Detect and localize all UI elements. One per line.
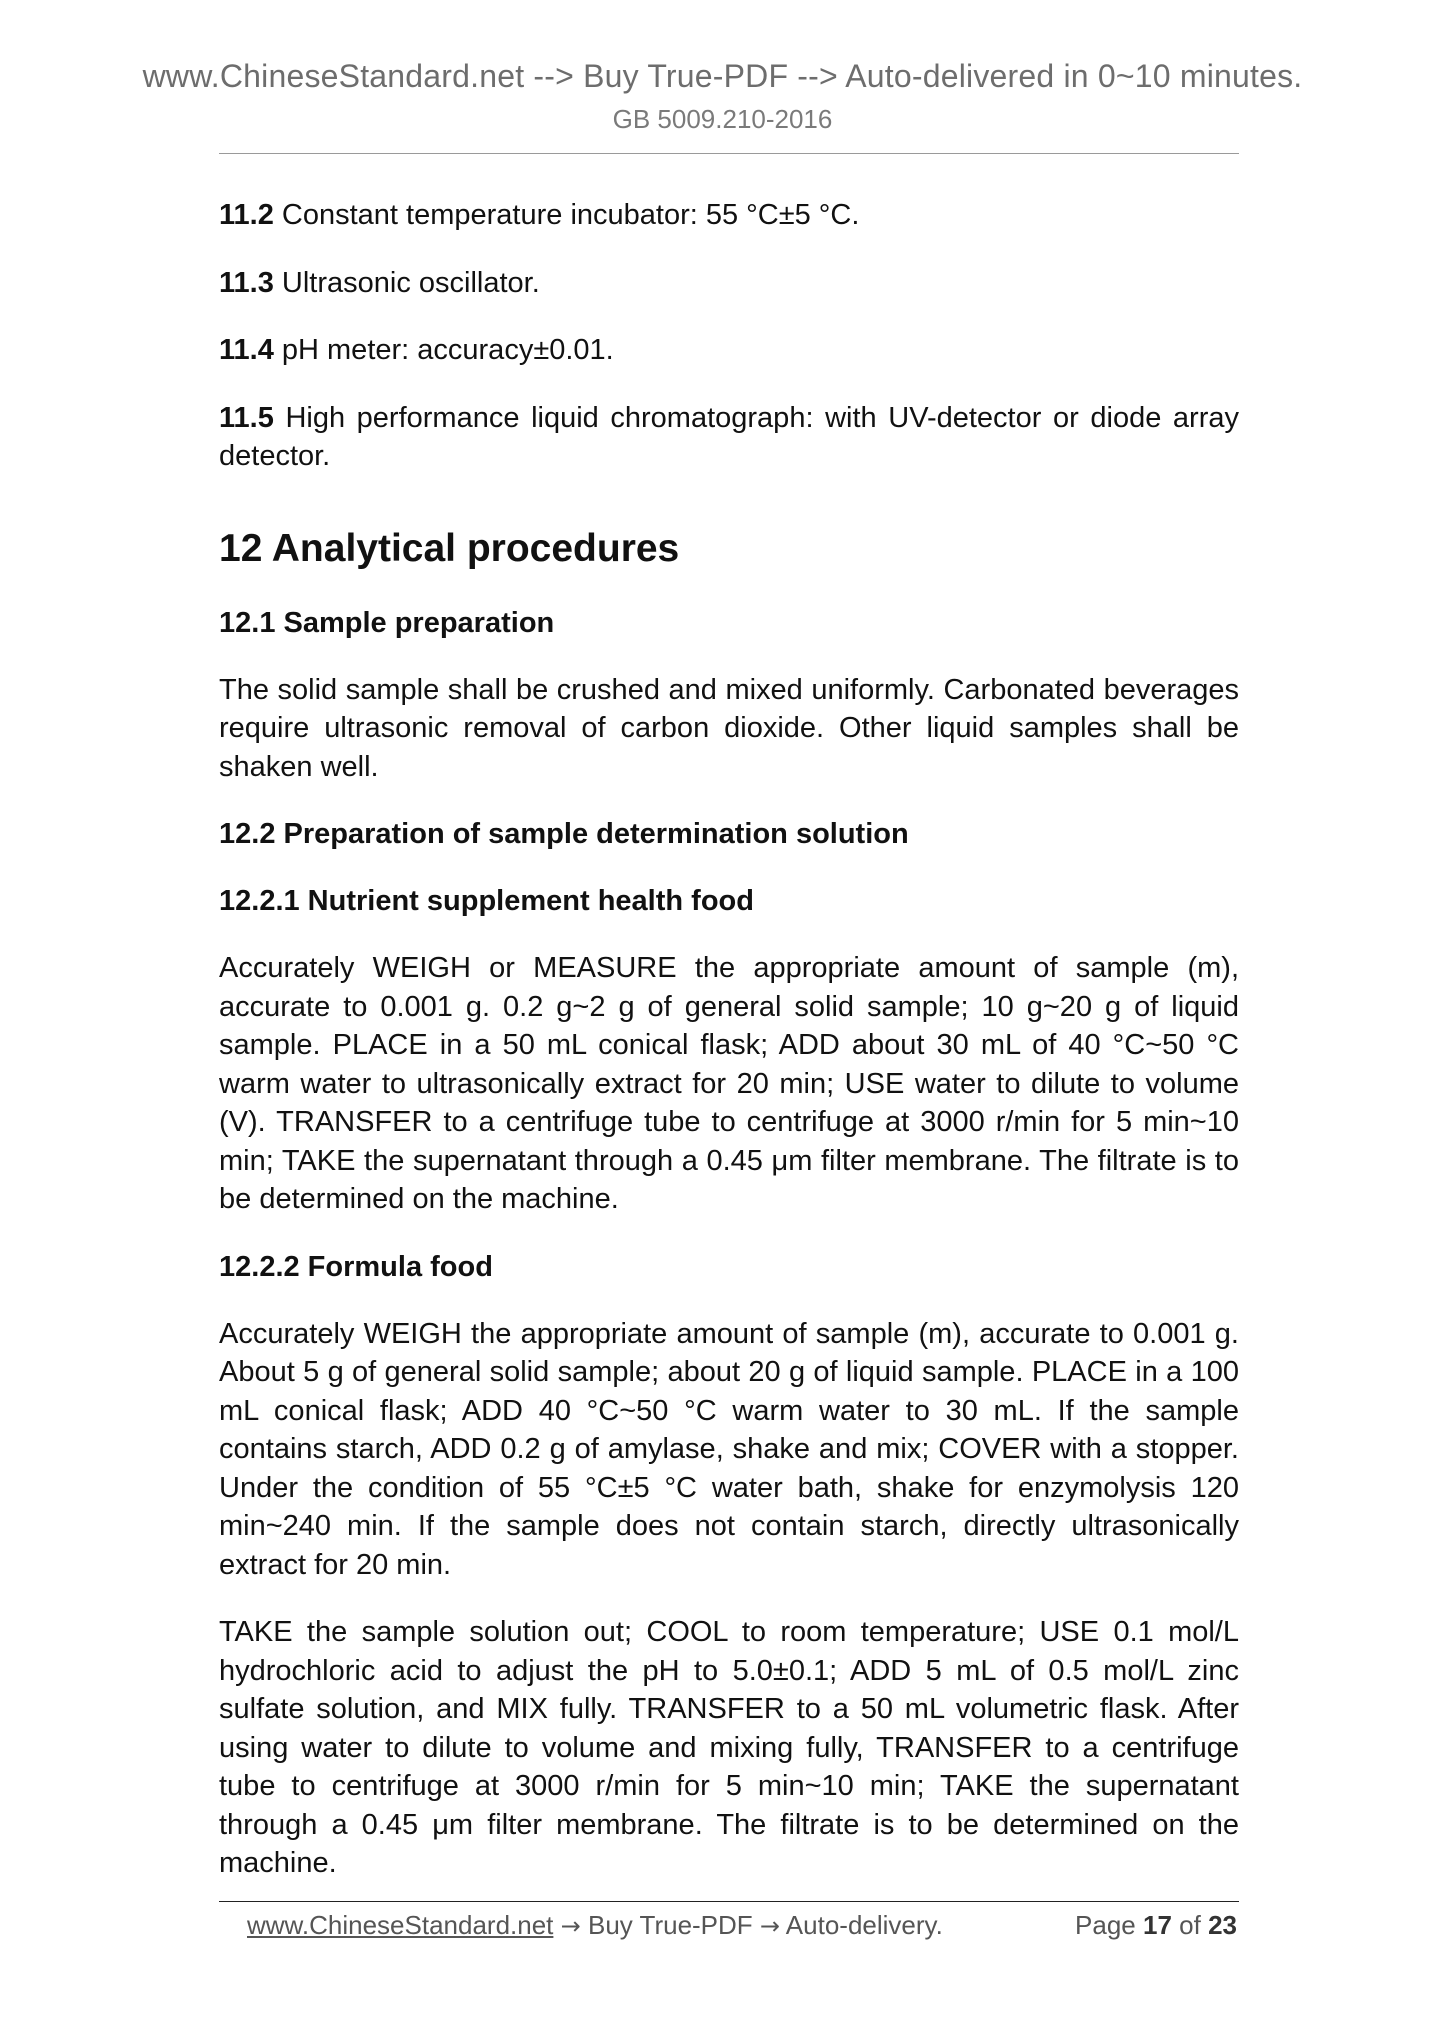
item-text: pH meter: accuracy±0.01. <box>273 334 614 366</box>
item-text: Ultrasonic oscillator. <box>273 266 540 299</box>
page-indicator <box>1075 1910 1237 1941</box>
section-12-1-heading: 12.1 Sample preparation <box>219 606 555 639</box>
arrow-right-icon: → <box>759 1912 781 1940</box>
item-11-2 <box>219 196 1239 235</box>
item-number: 11.3 <box>219 266 274 299</box>
item-number: 11.5 <box>219 401 274 434</box>
section-12-2-2-text-2: TAKE the sample solution out; COOL to room temperature; USE 0.1 mol/L hydrochloric acid to adjust the pH to 5.0±0.1; ADD 5 mL of 0.5 mol/L zinc sulfate solution, and MIX fully. TRANSFER to a 50 mL volumetric flask. After using water to dilute to volume and mixing fully, TRANSFER to a centrifuge tube to centrifuge at 3000 r/min for 5 min~10 min; TAKE the supernatant through a 0.45 μm filter membrane. The filtrate is to be determined on the machine. <box>219 1616 1239 1879</box>
item-11-3 <box>219 264 1239 303</box>
item-number: 11.4 <box>219 334 274 366</box>
section-12-2-heading: 12.2 Preparation of sample determination solution <box>219 818 909 850</box>
item-11-5 <box>219 399 1239 476</box>
item-text: Constant temperature incubator: 55 °C±5 °C. <box>273 199 860 231</box>
section-12-2-1-heading: 12.2.1 Nutrient supplement health food <box>219 885 754 917</box>
footer-delivery-text: Auto-delivery. <box>780 1910 943 1940</box>
standard-id: GB 5009.210-2016 <box>612 104 833 134</box>
document-body <box>219 196 1239 1883</box>
page-number: 17 <box>1143 1910 1172 1940</box>
header-banner-link[interactable]: www.ChineseStandard.net --> Buy True-PDF --> Auto-delivered in 0~10 minutes. <box>142 58 1303 94</box>
item-number: 11.2 <box>219 199 274 231</box>
footer-divider <box>219 1901 1239 1902</box>
footer-buy-text: Buy True-PDF <box>580 1910 760 1940</box>
footer-promo <box>247 1910 943 1941</box>
of-label: of <box>1179 1910 1201 1940</box>
section-12-2-2-text-1: Accurately WEIGH the appropriate amount of sample (m), accurate to 0.001 g. About 5 g of general solid sample; about 20 g of liquid sample. PLACE in a 100 mL conical flask; ADD 40 °C~50 °C warm water to 30 mL. If the sample contains starch, ADD 0.2 g of amylase, shake and mix; COVER with a stopper. Under the condition of 55 °C±5 °C water bath, shake for enzymolysis 120 min~240 min. If the sample does not contain starch, directly ultrasonically extract for 20 min. <box>219 1317 1239 1581</box>
section-12-1-text: The solid sample shall be crushed and mixed uniformly. Carbonated beverages require ultrasonic removal of carbon dioxide. Other liquid samples shall be shaken well. <box>219 673 1239 783</box>
section-12-heading: 12 Analytical procedures <box>219 526 680 570</box>
footer-site-link[interactable]: www.ChineseStandard.net <box>247 1910 554 1940</box>
header-divider <box>219 153 1239 154</box>
page-footer <box>247 1910 1237 1941</box>
section-12-2-2-heading: 12.2.2 Formula food <box>219 1250 493 1283</box>
item-text: High performance liquid chromatograph: with UV-detector or diode array detector. <box>219 401 1239 472</box>
item-11-4 <box>219 331 1239 370</box>
arrow-right-icon: → <box>560 1912 581 1940</box>
total-pages: 23 <box>1208 1910 1237 1940</box>
page-label: Page <box>1075 1910 1136 1940</box>
section-12-2-1-text: Accurately WEIGH or MEASURE the appropriate amount of sample (m), accurate to 0.001 g. 0.2 g~2 g of general solid sample; 10 g~20 g of liquid sample. PLACE in a 50 mL conical flask; ADD about 30 mL of 40 °C~50 °C warm water to ultrasonically extract for 20 min; USE water to dilute to volume (V). TRANSFER to a centrifuge tube to centrifuge at 3000 r/min for 5 min~10 min; TAKE the supernatant through a 0.45 μm filter membrane. The filtrate is to be determined on the machine. <box>219 952 1239 1215</box>
